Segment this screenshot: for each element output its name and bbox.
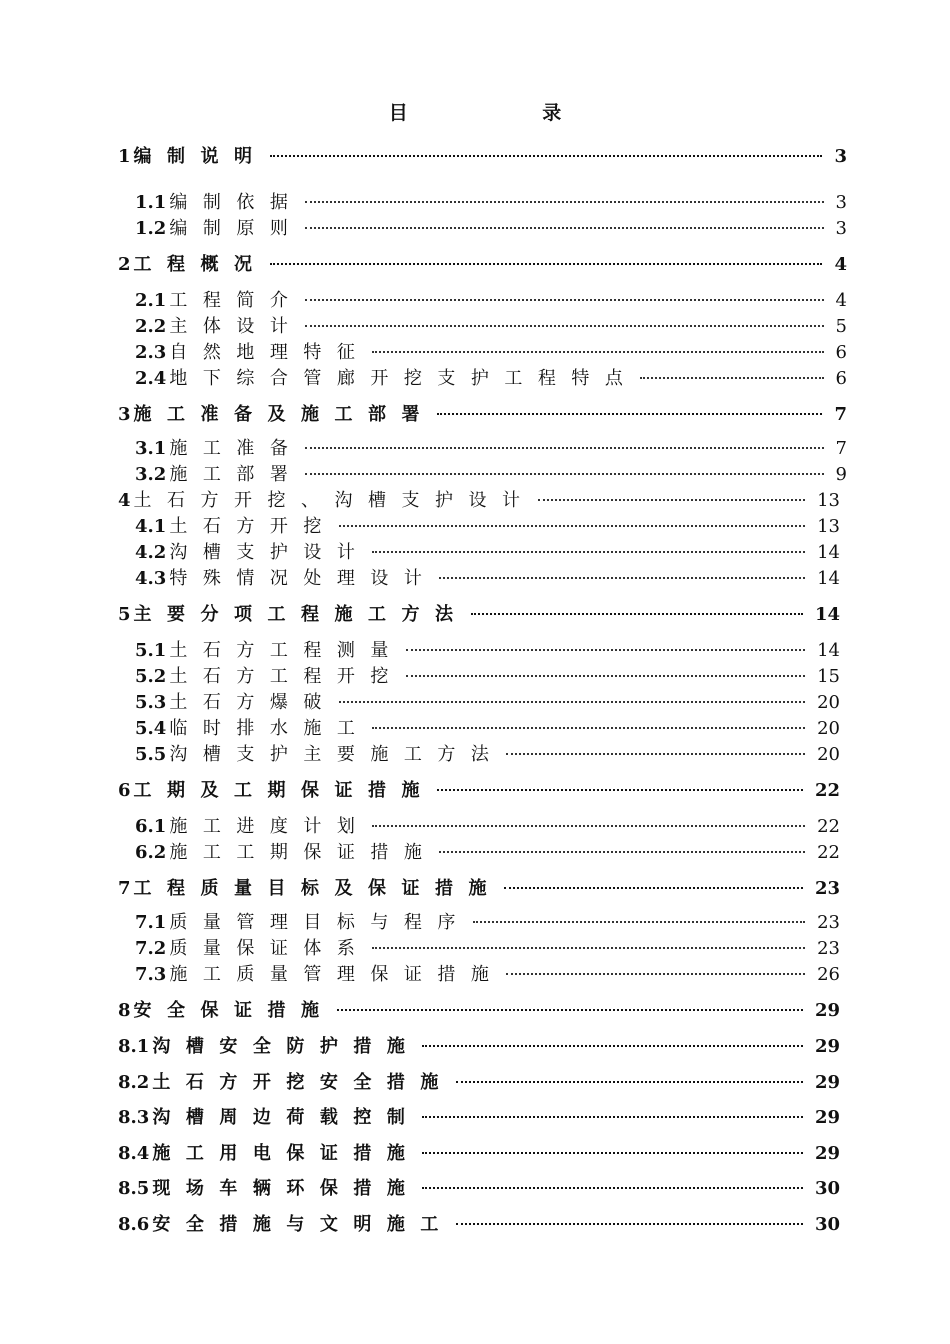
toc-entry-number: 6.1 <box>135 816 167 837</box>
toc-entry-title: 质量保证体系 <box>169 938 371 959</box>
toc-entry-number: 3.2 <box>135 464 167 485</box>
toc-entry-4-3[interactable] <box>135 566 840 592</box>
dot-leader <box>305 447 823 449</box>
toc-entry-title: 施工部署 <box>169 464 304 485</box>
dot-leader <box>538 499 806 501</box>
toc-entry-number: 1.1 <box>135 192 167 213</box>
toc-entry-number: 3 <box>118 404 131 425</box>
toc-entry-page: 29 <box>814 1000 840 1021</box>
toc-entry-number: 7.2 <box>135 938 167 959</box>
toc-entry-number: 2.3 <box>135 342 167 363</box>
toc-entry-5-5[interactable] <box>135 742 840 768</box>
toc-entry-page: 4 <box>835 290 847 311</box>
toc-entry-number: 7.1 <box>135 912 167 933</box>
page-title: 目 录 <box>388 102 626 124</box>
toc-entry-8-4[interactable] <box>118 1141 840 1167</box>
toc-entry-page: 26 <box>817 964 840 985</box>
dot-leader <box>504 887 803 889</box>
toc-entry-page: 5 <box>835 316 847 337</box>
toc-entry-number: 8.6 <box>118 1214 150 1235</box>
toc-entry-number: 4.3 <box>135 568 167 589</box>
dot-leader <box>439 851 805 853</box>
toc-entry-title: 施工进度计划 <box>169 816 371 837</box>
dot-leader <box>437 789 803 791</box>
toc-entry-number: 4.1 <box>135 516 167 537</box>
dot-leader <box>305 201 823 203</box>
toc-entry-1-2[interactable] <box>135 216 847 242</box>
toc-entry-3-1[interactable] <box>135 436 847 462</box>
toc-entry-2-1[interactable] <box>135 288 847 314</box>
toc-entry-page: 30 <box>814 1178 840 1199</box>
toc-entry-5[interactable] <box>118 602 840 628</box>
toc-entry-title: 施工用电保证措施 <box>152 1143 421 1164</box>
toc-entry-title: 土石方开挖安全措施 <box>152 1072 454 1093</box>
dot-leader <box>305 325 823 327</box>
toc-entry-page: 23 <box>817 912 840 933</box>
dot-leader <box>406 649 805 651</box>
toc-entry-page: 4 <box>834 254 847 275</box>
toc-entry-page: 13 <box>817 490 840 511</box>
toc-entry-page: 14 <box>814 604 840 625</box>
toc-entry-title: 主体设计 <box>169 316 304 337</box>
toc-entry-page: 6 <box>835 342 847 363</box>
toc-entry-title: 主要分项工程施工方法 <box>133 604 469 625</box>
toc-entry-number: 8.3 <box>118 1107 150 1128</box>
toc-entry-title: 安全措施与文明施工 <box>152 1214 454 1235</box>
toc-entry-page: 14 <box>817 640 840 661</box>
dot-leader <box>422 1187 803 1189</box>
toc-entry-title: 地下综合管廊开挖支护工程特点 <box>169 368 639 389</box>
toc-entry-number: 5.5 <box>135 744 167 765</box>
dot-leader <box>473 921 805 923</box>
toc-entry-title: 编制说明 <box>133 146 268 167</box>
toc-entry-title: 特殊情况处理设计 <box>169 568 438 589</box>
toc-entry-title: 施工准备 <box>169 438 304 459</box>
toc-entry-page: 3 <box>835 192 847 213</box>
toc-entry-number: 8.1 <box>118 1036 150 1057</box>
toc-entry-number: 5.4 <box>135 718 167 739</box>
toc-entry-4-2[interactable] <box>135 540 840 566</box>
dot-leader <box>339 701 805 703</box>
toc-entry-3-2[interactable] <box>135 462 847 488</box>
toc-entry-title: 现场车辆环保措施 <box>152 1178 421 1199</box>
toc-entry-page: 3 <box>835 218 847 239</box>
toc-entry-2-4[interactable] <box>135 366 847 392</box>
toc-entry-number: 1.2 <box>135 218 167 239</box>
toc-entry-number: 7.3 <box>135 964 167 985</box>
dot-leader <box>339 525 805 527</box>
toc-entry-number: 2.1 <box>135 290 167 311</box>
dot-leader <box>305 227 823 229</box>
toc-entry-4[interactable] <box>118 488 840 514</box>
toc-entry-number: 3.1 <box>135 438 167 459</box>
toc-entry-title: 施工工期保证措施 <box>169 842 438 863</box>
toc-entry-number: 1 <box>118 146 131 167</box>
toc-entry-7[interactable] <box>118 876 840 902</box>
toc-entry-8[interactable] <box>118 998 840 1024</box>
toc-entry-8-5[interactable] <box>118 1176 840 1202</box>
dot-leader <box>337 1009 803 1011</box>
toc-entry-title: 土石方爆破 <box>169 692 337 713</box>
dot-leader <box>471 613 803 615</box>
dot-leader <box>270 263 823 265</box>
toc-entry-2-2[interactable] <box>135 314 847 340</box>
dot-leader <box>456 1081 803 1083</box>
toc-entry-title: 施工准备及施工部署 <box>133 404 436 425</box>
dot-leader <box>372 947 805 949</box>
dot-leader <box>406 675 805 677</box>
toc-entry-number: 5.3 <box>135 692 167 713</box>
toc-entry-page: 20 <box>817 718 840 739</box>
toc-entry-5-2[interactable] <box>135 664 840 690</box>
toc-entry-title: 编制原则 <box>169 218 304 239</box>
toc-entry-5-3[interactable] <box>135 690 840 716</box>
toc-entry-title: 工程概况 <box>133 254 268 275</box>
toc-entry-number: 2 <box>118 254 131 275</box>
toc-entry-1-1[interactable] <box>135 190 847 216</box>
toc-entry-title: 自然地理特征 <box>169 342 371 363</box>
toc-entry-title: 沟槽周边荷载控制 <box>152 1107 421 1128</box>
toc-entry-number: 5.1 <box>135 640 167 661</box>
toc-entry-7-1[interactable] <box>135 910 840 936</box>
toc-entry-page: 20 <box>817 744 840 765</box>
dot-leader <box>305 473 823 475</box>
toc-entry-title: 工程质量目标及保证措施 <box>133 878 503 899</box>
dot-leader <box>422 1045 803 1047</box>
toc-entry-1[interactable] <box>118 144 847 170</box>
toc-entry-number: 6.2 <box>135 842 167 863</box>
toc-entry-2[interactable] <box>118 252 847 278</box>
toc-entry-5-4[interactable] <box>135 716 840 742</box>
dot-leader <box>372 351 823 353</box>
toc-entry-page: 7 <box>834 404 847 425</box>
dot-leader <box>456 1223 803 1225</box>
toc-entry-page: 20 <box>817 692 840 713</box>
toc-entry-number: 2.2 <box>135 316 167 337</box>
toc-entry-title: 沟槽支护主要施工方法 <box>169 744 505 765</box>
dot-leader <box>422 1116 803 1118</box>
toc-entry-number: 6 <box>118 780 131 801</box>
toc-entry-6-1[interactable] <box>135 814 840 840</box>
toc-entry-title: 临时排水施工 <box>169 718 371 739</box>
dot-leader <box>506 973 805 975</box>
toc-entry-5-1[interactable] <box>135 638 840 664</box>
toc-entry-page: 14 <box>817 542 840 563</box>
toc-entry-page: 23 <box>817 938 840 959</box>
toc-entry-page: 22 <box>817 816 840 837</box>
toc-entry-6[interactable] <box>118 778 840 804</box>
dot-leader <box>270 155 823 157</box>
dot-leader <box>422 1152 803 1154</box>
toc-entry-title: 土石方开挖、沟槽支护设计 <box>133 490 536 511</box>
toc-entry-number: 7 <box>118 878 131 899</box>
dot-leader <box>640 377 823 379</box>
toc-entry-number: 5.2 <box>135 666 167 687</box>
dot-leader <box>439 577 805 579</box>
toc-entry-2-3[interactable] <box>135 340 847 366</box>
toc-entry-page: 15 <box>817 666 840 687</box>
toc-entry-4-1[interactable] <box>135 514 840 540</box>
toc-entry-title: 沟槽支护设计 <box>169 542 371 563</box>
toc-entry-page: 29 <box>814 1072 840 1093</box>
toc-entry-number: 4 <box>118 490 131 511</box>
toc-entry-number: 2.4 <box>135 368 167 389</box>
dot-leader <box>372 727 805 729</box>
toc-entry-title: 土石方开挖 <box>169 516 337 537</box>
toc-entry-title: 安全保证措施 <box>133 1000 335 1021</box>
toc-entry-title: 工期及工期保证措施 <box>133 780 436 801</box>
toc-entry-title: 工程简介 <box>169 290 304 311</box>
toc-entry-8-2[interactable] <box>118 1070 840 1096</box>
toc-entry-page: 9 <box>835 464 847 485</box>
dot-leader <box>506 753 805 755</box>
dot-leader <box>437 413 822 415</box>
toc-entry-3[interactable] <box>118 402 847 428</box>
dot-leader <box>372 551 805 553</box>
toc-entry-number: 8.4 <box>118 1143 150 1164</box>
toc-entry-6-2[interactable] <box>135 840 840 866</box>
toc-entry-page: 14 <box>817 568 840 589</box>
toc-entry-page: 7 <box>835 438 847 459</box>
toc-entry-8-1[interactable] <box>118 1034 840 1060</box>
dot-leader <box>372 825 805 827</box>
toc-entry-8-3[interactable] <box>118 1105 840 1131</box>
toc-entry-title: 沟槽安全防护措施 <box>152 1036 421 1057</box>
toc-entry-title: 土石方工程测量 <box>169 640 404 661</box>
toc-entry-page: 23 <box>814 878 840 899</box>
toc-entry-page: 29 <box>814 1107 840 1128</box>
toc-entry-page: 29 <box>814 1036 840 1057</box>
toc-entry-page: 6 <box>835 368 847 389</box>
toc-entry-number: 4.2 <box>135 542 167 563</box>
toc-entry-number: 5 <box>118 604 131 625</box>
toc-entry-number: 8 <box>118 1000 131 1021</box>
toc-entry-page: 30 <box>814 1214 840 1235</box>
toc-entry-7-2[interactable] <box>135 936 840 962</box>
toc-entry-7-3[interactable] <box>135 962 840 988</box>
dot-leader <box>305 299 823 301</box>
toc-entry-title: 土石方工程开挖 <box>169 666 404 687</box>
toc-entry-title: 施工质量管理保证措施 <box>169 964 505 985</box>
toc-entry-title: 质量管理目标与程序 <box>169 912 471 933</box>
toc-entry-number: 8.5 <box>118 1178 150 1199</box>
toc-entry-page: 13 <box>817 516 840 537</box>
toc-entry-page: 29 <box>814 1143 840 1164</box>
toc-entry-page: 3 <box>834 146 847 167</box>
toc-entry-title: 编制依据 <box>169 192 304 213</box>
toc-entry-number: 8.2 <box>118 1072 150 1093</box>
toc-entry-page: 22 <box>817 842 840 863</box>
toc-entry-page: 22 <box>814 780 840 801</box>
toc-entry-8-6[interactable] <box>118 1212 840 1238</box>
